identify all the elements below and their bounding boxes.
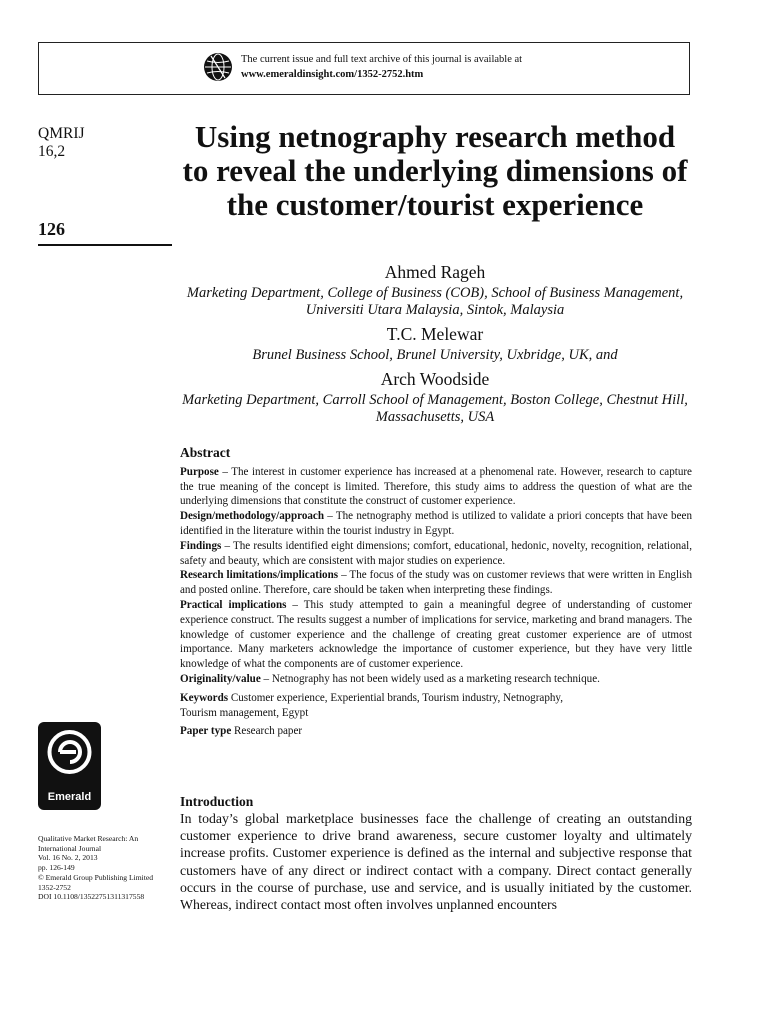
- pub-info-line: Vol. 16 No. 2, 2013: [38, 853, 98, 863]
- emerald-logo-icon: [38, 722, 101, 792]
- emerald-logo: [38, 722, 101, 810]
- abstract-section: [180, 446, 692, 739]
- pub-info-line: 1352-2752: [38, 882, 71, 892]
- abstract-paper-type: Paper type Research paper: [180, 725, 303, 738]
- banner-url-link[interactable]: www.emeraldinsight.com/1352-2752.htm: [241, 69, 424, 80]
- journal-abbr: QMRIJ: [38, 125, 85, 142]
- journal-code: [38, 125, 85, 161]
- pub-info-line: International Journal: [38, 843, 102, 853]
- abstract-originality: Originality/value – Netnography has not been widely used as a marketing research technique.: [180, 672, 600, 685]
- author-affiliation: Marketing Department, College of Business (COB), School of Business Management, Universiti Utara Malaysia, Sintok, Malaysia: [186, 285, 684, 318]
- page-number: 126: [38, 219, 65, 239]
- abstract-limitations: Research limitations/implications – The focus of the study was on customer reviews that were written in English and posted online. Therefore, care should be taken when interpreting these findings.: [180, 569, 692, 597]
- abstract-design: Design/methodology/approach – The netnography method is utilized to validate a priori concepts that have been identified in the literature within the tourist industry in Egypt.: [180, 510, 692, 537]
- pub-info-line: pp. 126-149: [38, 863, 75, 873]
- author-affiliation: Marketing Department, Carroll School of Management, Boston College, Chestnut Hill, Massachusetts, USA: [182, 392, 688, 425]
- author-name: Arch Woodside: [380, 369, 490, 389]
- abstract-practical: Practical implications – This study attempted to gain a meaningful degree of understanding of customer experience construct. The results suggest a number of implications for service, marketing and brand managers. The knowledge of customer experience and the challenge of creating great customer experience are of utmost importance. Many marketers acknowledge the importance of customer experience, but they have very little knowledge of what the components are of customer experience.: [180, 598, 692, 671]
- emerald-logo-text: Emerald: [47, 791, 92, 803]
- author-affiliation: Brunel Business School, Brunel University, Uxbridge, UK, and: [252, 347, 618, 363]
- pub-info-line: Qualitative Market Research: An: [38, 834, 139, 843]
- page-number-rule: [38, 244, 172, 246]
- publication-info: [38, 834, 180, 902]
- author-name: T.C. Melewar: [386, 324, 484, 344]
- introduction-body: In today’s global marketplace businesses face the challenge of creating an outstanding customer experience to drive brand awareness, secure customer loyalty and ultimately increase profits. Customer experience is defined as the internal and subjective response that customers have of any direct or indirect contact with a company. Direct contact generally occurs in the course of purchase, use and service, and is usually initiated by the customer. Whereas, indirect contact most often involves unplanned encounters: [180, 811, 692, 913]
- journal-archive-banner: [38, 42, 690, 95]
- abstract-purpose: Purpose – The interest in customer experience has increased at a phenomenal rate. However, research to capture the true meaning of the concept is limited. Therefore, this study aims to address the question of what are the underlying dimensions that constitute the construct of customer experience.: [180, 465, 692, 508]
- pub-info-line: © Emerald Group Publishing Limited: [38, 872, 154, 882]
- abstract-keywords: Keywords Customer experience, Experiential brands, Tourism industry, Netnography, Tourism management, Egypt: [180, 691, 564, 719]
- abstract-heading: Abstract: [180, 445, 231, 460]
- volume-issue: 16,2: [38, 143, 66, 160]
- banner-line: The current issue and full text archive of this journal is available at: [241, 54, 523, 65]
- introduction-heading: Introduction: [180, 794, 254, 809]
- article-title: Using netnography research method to reveal the underlying dimensions of the customer/tourist experience: [182, 119, 688, 222]
- globe-icon: [203, 52, 233, 82]
- pub-info-line: DOI 10.1108/13522751311317558: [38, 892, 145, 902]
- abstract-findings: Findings – The results identified eight dimensions; comfort, educational, hedonic, novelty, recognition, relational, safety and beauty, which are consistent with major studies on experience.: [180, 539, 692, 567]
- author-name: Ahmed Rageh: [384, 262, 486, 282]
